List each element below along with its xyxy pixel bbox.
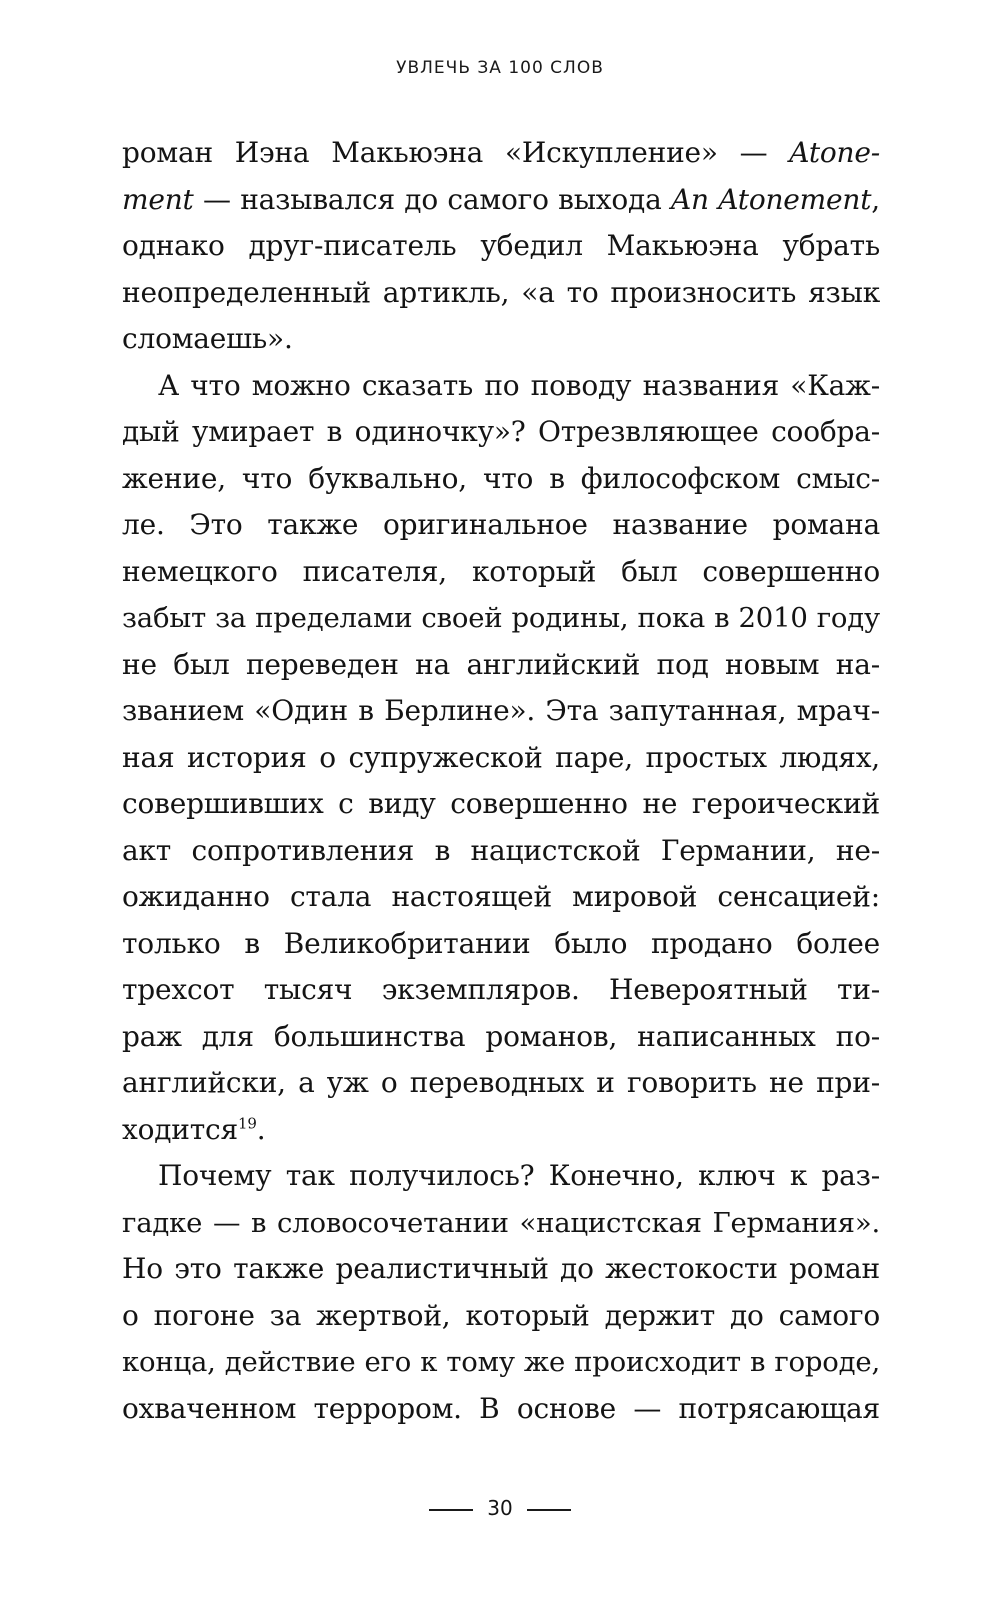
text-segment: ходится: [122, 1112, 238, 1146]
text-line: [122, 1153, 880, 1200]
text-segment: неопределенный артикль, «а то произносить язык: [122, 275, 880, 309]
footnote-ref: 19: [238, 1114, 257, 1133]
footer-dash-left: [429, 1509, 473, 1511]
italic-title: An Atonement: [670, 182, 872, 216]
text-line: [122, 363, 880, 410]
text-line: [122, 874, 880, 921]
text-line: [122, 828, 880, 875]
text-segment: дый умирает в одиночку»? Отрезвляющее сообра-: [122, 415, 880, 448]
text-line: [122, 1293, 880, 1340]
text-line: [122, 595, 880, 642]
text-segment: ,: [871, 182, 880, 216]
text-segment: Почему так получилось? Конечно, ключ к раз-: [158, 1159, 880, 1192]
text-line: [122, 781, 880, 828]
text-segment: Но это также реалистичный до жестокости роман: [122, 1252, 880, 1285]
footer-dash-right: [527, 1509, 571, 1511]
page-footer: [0, 1496, 1000, 1520]
text-segment: трехсот тысяч экземпляров. Невероятный ти-: [122, 973, 880, 1006]
text-line: [122, 223, 880, 270]
text-segment: забыт за пределами своей родины, пока в 2010 году: [122, 602, 880, 634]
text-segment: однако друг-писатель убедил Макьюэна убрать: [122, 229, 880, 262]
text-line: [122, 1339, 880, 1386]
text-segment: о погоне за жертвой, который держит до самого: [122, 1298, 880, 1332]
text-line: [122, 177, 880, 224]
text-line: [122, 502, 880, 549]
text-segment: охваченном террором. В основе — потрясающая: [122, 1391, 880, 1425]
body-text: [122, 130, 880, 1432]
running-header: УВЛЕЧЬ ЗА 100 СЛОВ: [396, 58, 604, 78]
italic-title: ment: [122, 182, 194, 216]
text-line: [122, 1246, 880, 1293]
text-line: [122, 409, 880, 456]
text-segment: акт сопротивления в нацистской Германии, не-: [122, 833, 880, 867]
text-segment: ожиданно стала настоящей мировой сенсацией:: [122, 880, 880, 913]
page-number: 30: [487, 1496, 513, 1520]
text-line: [122, 130, 880, 177]
text-segment: английски, а уж о переводных и говорить не при-: [122, 1066, 880, 1099]
text-segment: — назывался до самого выхода: [193, 182, 671, 216]
text-segment: совершивших с виду совершенно не героический: [122, 787, 880, 820]
text-segment: жение, что буквально, что в философском смыс-: [122, 461, 880, 495]
text-segment: только в Великобритании было продано более: [122, 926, 880, 960]
text-line: [122, 1014, 880, 1061]
text-line: [122, 1107, 880, 1154]
text-segment: раж для большинства романов, написанных по-: [122, 1019, 880, 1053]
italic-title: Atone-: [789, 136, 880, 169]
text-line: [122, 735, 880, 782]
text-line: [122, 921, 880, 968]
text-line: [122, 270, 880, 317]
text-segment: гадке — в словосочетании «нацистская Германия».: [122, 1206, 880, 1239]
text-segment: не был переведен на английский под новым на-: [122, 647, 880, 681]
text-segment: ле. Это также оригинальное название романа: [122, 508, 880, 541]
text-segment: .: [256, 1112, 266, 1146]
text-line: [122, 1200, 880, 1247]
text-segment: ная история о супружеской паре, простых людях,: [122, 740, 880, 774]
text-line: [122, 967, 880, 1014]
text-line: [122, 549, 880, 596]
text-line: [122, 456, 880, 503]
text-segment: званием «Один в Берлине». Эта запутанная, мрач-: [122, 694, 880, 727]
text-line: [122, 316, 880, 363]
text-line: [122, 688, 880, 735]
text-segment: конца, действие его к тому же происходит в городе,: [122, 1346, 880, 1378]
text-segment: А что можно сказать по поводу названия «Каж-: [158, 368, 880, 402]
text-segment: немецкого писателя, который был совершенно: [122, 554, 880, 588]
text-line: [122, 642, 880, 689]
text-line: [122, 1060, 880, 1107]
text-segment: роман Иэна Макьюэна «Искупление» —: [122, 136, 790, 169]
text-segment: сломаешь».: [122, 322, 293, 355]
text-line: [122, 1386, 880, 1433]
